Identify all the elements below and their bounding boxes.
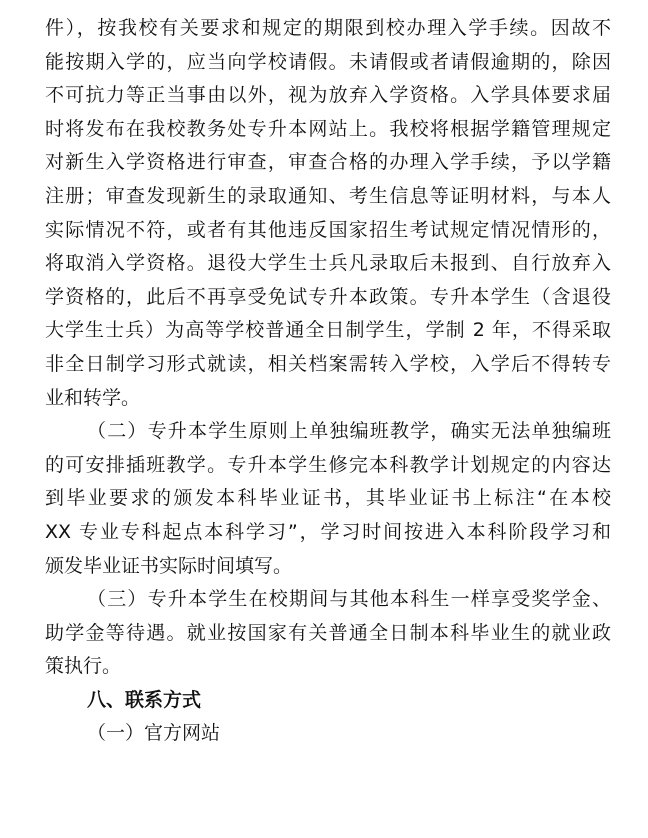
paragraph-line: XX 专业专科起点本科学习”，学习时间按进入本科阶段学习和 [45, 520, 611, 543]
paragraph-line: 对新生入学资格进行审查，审查合格的办理入学手续，予以学籍 [45, 151, 611, 174]
paragraph-line: 的可安排插班教学。专升本学生修完本科教学计划规定的内容达 [45, 453, 611, 476]
paragraph-line: 非全日制学习形式就读，相关档案需转入学校，入学后不得转专 [45, 352, 611, 375]
paragraph-line: 时将发布在我校教务处专升本网站上。我校将根据学籍管理规定 [45, 117, 611, 140]
paragraph-line: 大学生士兵）为高等学校普通全日制学生，学制 2 年，不得采取 [45, 319, 611, 342]
paragraph-line: 件），按我校有关要求和规定的期限到校办理入学手续。因故不 [45, 17, 611, 39]
subsection-heading: （一）官方网站 [87, 722, 221, 745]
paragraph-line: 将取消入学资格。退役大学生士兵凡录取后未报到、自行放弃入 [45, 252, 611, 275]
paragraph-line: （二）专升本学生原则上单独编班教学，确实无法单独编班 [87, 420, 611, 443]
paragraph-line: 助学金等待遇。就业按国家有关普通全日制本科毕业生的就业政 [45, 621, 611, 644]
paragraph-line: 注册；审查发现新生的录取通知、考生信息等证明材料，与本人 [45, 184, 611, 207]
paragraph-line: 到毕业要求的颁发本科毕业证书，其毕业证书上标注“在本校 [45, 487, 611, 510]
paragraph-line: 学资格的，此后不再享受免试专升本政策。专升本学生（含退役 [45, 285, 611, 308]
paragraph-line: 实际情况不符，或者有其他违反国家招生考试规定情况情形的， [45, 218, 611, 241]
paragraph-line: 策执行。 [45, 655, 122, 678]
section-heading: 八、联系方式 [87, 688, 202, 711]
paragraph-line: 颁发毕业证书实际时间填写。 [45, 554, 293, 577]
paragraph-line: 能按期入学的，应当向学校请假。未请假或者请假逾期的，除因 [45, 50, 611, 73]
paragraph-line: （三）专升本学生在校期间与其他本科生一样享受奖学金、 [87, 588, 611, 611]
paragraph-line: 业和转学。 [45, 386, 141, 409]
document-page [45, 12, 611, 751]
paragraph-line: 不可抗力等正当事由以外，视为放弃入学资格。入学具体要求届 [45, 84, 611, 107]
